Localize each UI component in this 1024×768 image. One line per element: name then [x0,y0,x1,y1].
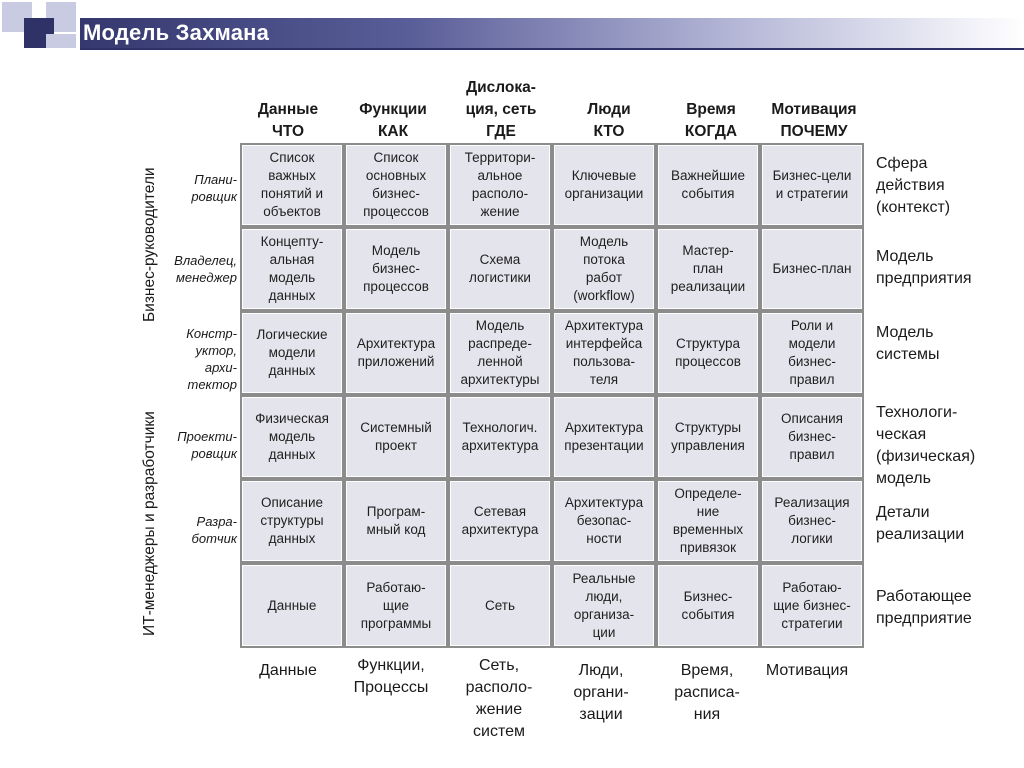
right-label-scope: Сфера действия (контекст) [876,155,951,216]
group-label-it: ИТ-менеджеры и разработчики [141,411,158,636]
cell-planner-data [242,145,342,225]
cell-developer-motivation [762,481,862,561]
row-label-planner: Плани- ровщик [191,172,237,204]
page-title: Модель Захмана [83,20,270,45]
cell-text: Архитектура интерфейса пользова- теля [564,318,644,387]
title-underline [80,48,1024,50]
cell-text: Сетевая архитектура [461,504,539,537]
right-label-details: Детали реализации [876,504,965,543]
cell-text: Логические модели данных [256,327,328,378]
cell-architect-location [450,313,550,393]
cell-owner-data [242,229,342,309]
cell-text: Бизнес-цели и стратегии [772,168,852,201]
right-label-technology-model: Технологи- ческая (физическая) модель [876,404,976,487]
cell-text: Список основных бизнес- процессов [363,150,429,219]
cell-text: Определе- ние временных привязок [672,486,744,555]
cell-planner-people [554,145,654,225]
cell-text: Описание структуры данных [260,495,324,546]
right-label-enterprise-model: Модель предприятия [876,248,972,287]
cell-owner-people [554,229,654,309]
cell-text: Модель распреде- ленной архитектуры [460,318,540,387]
cell-enterprise-motivation [762,565,862,646]
cell-designer-time [658,397,758,477]
col-header-function: Функции КАК [359,101,427,140]
cell-developer-location [450,481,550,561]
zachman-grid [240,143,864,648]
cell-text: Ключевые организации [564,168,644,201]
cell-owner-time [658,229,758,309]
bottom-label-data: Данные [259,662,317,679]
cell-text: Архитектура приложений [356,336,436,369]
row-label-architect: Констр- уктор, архи- тектор [186,326,237,392]
row-label-owner: Владелец, менеджер [174,253,237,285]
cell-text: Архитектура безопас- ности [564,495,644,546]
cell-text: Технологич. архитектура [461,420,539,453]
cell-developer-function [346,481,446,561]
cell-text: Системный проект [360,420,432,453]
cell-text: Реальные люди, организа- ции [572,570,636,640]
cell-text: Территори- альное располо- жение [464,150,536,219]
cell-text: Физическая модель данных [255,411,329,462]
cell-architect-time [658,313,758,393]
right-label-system-model: Модель системы [876,324,940,363]
cell-planner-motivation [762,145,862,225]
cell-text: Архитектура презентации [564,420,644,453]
bottom-label-functions: Функции, Процессы [353,657,429,696]
bottom-label-people: Люди, органи- зации [573,662,629,723]
cell-designer-function [346,397,446,477]
cell-text: Важнейшие события [671,168,745,201]
col-header-motivation: Мотивация ПОЧЕМУ [771,101,857,140]
cell-text: Структура процессов [675,336,741,369]
cell-planner-location [450,145,550,225]
cell-developer-people [554,481,654,561]
decor-square-4 [46,34,76,48]
group-label-business: Бизнес-руководители [141,167,158,322]
cell-text: Данные [267,597,317,613]
cell-developer-data [242,481,342,561]
cell-architect-data [242,313,342,393]
cell-enterprise-people [554,565,654,646]
cell-text: Концепту- альная модель данных [260,234,324,303]
cell-owner-motivation [762,229,862,309]
bottom-label-motivation: Мотивация [765,662,849,679]
row-label-designer: Проекти- ровщик [177,429,237,461]
cell-text: Бизнес- события [681,588,735,622]
cell-planner-function [346,145,446,225]
cell-enterprise-data [242,565,342,646]
cell-architect-people [554,313,654,393]
cell-designer-data [242,397,342,477]
cell-text: Програм- мный код [366,504,426,537]
col-header-location: Дислока- ция, сеть ГДЕ [465,79,537,140]
cell-enterprise-function [346,565,446,646]
col-header-time: Время КОГДА [684,101,738,140]
cell-text: Сеть [484,597,516,613]
cell-text: Модель бизнес- процессов [363,243,429,294]
cell-planner-time [658,145,758,225]
row-label-developer: Разра- ботчик [191,514,237,546]
cell-text: Роли и модели бизнес- правил [788,318,836,387]
cell-designer-people [554,397,654,477]
cell-text: Работаю- щие бизнес- стратегии [773,579,851,631]
cell-text: Работаю- щие программы [360,579,432,631]
cell-text: Мастер- план реализации [670,243,746,294]
cell-owner-function [346,229,446,309]
cell-architect-motivation [762,313,862,393]
cell-enterprise-time [658,565,758,646]
cell-text: Схема логистики [469,252,531,285]
cell-developer-time [658,481,758,561]
cell-text: Список важных понятий и объектов [260,150,324,219]
cell-owner-location [450,229,550,309]
cell-architect-function [346,313,446,393]
cell-designer-motivation [762,397,862,477]
cell-text: Описания бизнес- правил [781,411,843,462]
right-label-working-enterprise: Работающее предприятие [876,588,972,627]
cell-text: Модель потока работ (workflow) [573,234,635,303]
col-header-data: Данные ЧТО [257,101,319,140]
cell-enterprise-location [450,565,550,646]
cell-designer-location [450,397,550,477]
cell-text: Реализация бизнес- логики [774,495,850,546]
bottom-label-time: Время, расписа- ния [674,662,740,723]
col-header-people: Люди КТО [587,101,631,140]
cell-text: Структуры управления [671,420,745,453]
cell-text: Бизнес-план [772,261,852,276]
bottom-label-network: Сеть, располо- жение систем [465,657,533,740]
